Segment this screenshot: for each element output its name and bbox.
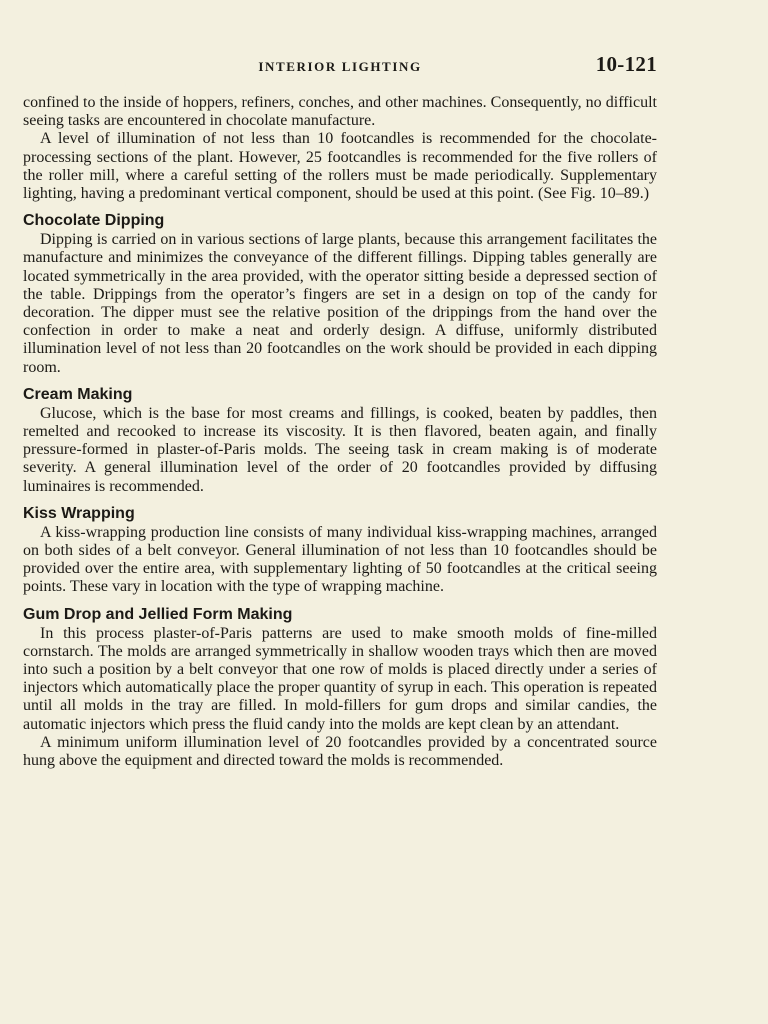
section-paragraph: In this process plaster-of-Paris patterns are used to make smooth molds of fine-milled cornstarch. The molds are arranged symmetrically in shallow wooden trays which then are moved into such a position by a belt conveyor that one row of molds is placed directly under a series of injectors which automatically place the proper quantity of syrup in each. This operation is repeated until all molds in the tray are filled. In mold-fillers for gum drops and similar candies, the automatic injectors which press the fluid candy into the molds are kept clean by an attendant.	[23, 624, 657, 733]
section-paragraph: A kiss-wrapping production line consists of many individual kiss-wrapping machines, arranged on both sides of a belt conveyor. General illumination of not less than 10 footcandles should be provided over the entire area, with supplementary lighting of 50 footcandles at the critical seeing points. These vary in location with the type of wrapping machine.	[23, 523, 657, 596]
running-head	[23, 52, 657, 82]
section-paragraph: A minimum uniform illumination level of 20 footcandles provided by a concentrated source hung above the equipment and directed toward the molds is recommended.	[23, 733, 657, 770]
page-body	[23, 94, 657, 770]
intro-paragraph: A level of illumination of not less than 10 footcandles is recommended for the chocolate-processing sections of the plant. However, 25 footcandles is recommended for the five rollers of the roller mill, where a careful setting of the rollers must be made periodically. Supplementary lighting, having a predominant vertical component, should be used at this point. (See Fig. 10–89.)	[23, 130, 657, 203]
section-paragraph: Glucose, which is the base for most creams and fillings, is cooked, beaten by paddles, then remelted and recooked to increase its viscosity. It is then flavored, beaten again, and finally pressure-formed in plaster-of-Paris molds. The seeing task in cream making is of moderate severity. A general illumination level of the order of 20 footcandles provided by diffusing luminaires is recommended.	[23, 404, 657, 495]
section-heading-gum-drop: Gum Drop and Jellied Form Making	[23, 605, 293, 623]
section-heading-cream-making: Cream Making	[23, 385, 133, 403]
running-title: INTERIOR LIGHTING	[258, 59, 422, 74]
intro-paragraph-continued: confined to the inside of hoppers, refiners, conches, and other machines. Consequently, no difficult seeing tasks are encountered in chocolate manufacture.	[23, 94, 657, 130]
section-heading-kiss-wrapping: Kiss Wrapping	[23, 504, 135, 522]
section-heading-chocolate-dipping: Chocolate Dipping	[23, 212, 165, 230]
section-paragraph: Dipping is carried on in various sections of large plants, because this arrangement facilitates the manufacture and minimizes the conveyance of the different fillings. Dipping tables generally are located symmetrically in the area provided, with the operator sitting beside a depressed section of the table. Drippings from the operator’s fingers are set in a design on top of the candy for decoration. The dipper must see the relative position of the drippings from the hand over the confection in order to make a neat and orderly design. A diffuse, uniformly distributed illumination level of not less than 20 footcandles on the work should be provided in each dipping room.	[23, 231, 657, 376]
page-number: 10-121	[595, 52, 657, 76]
